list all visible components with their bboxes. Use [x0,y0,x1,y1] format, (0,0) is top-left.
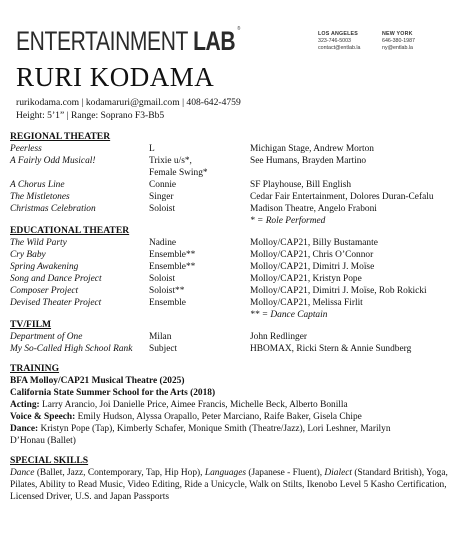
credit-role: Ensemble** [149,250,196,260]
logo-text-bold: LAB [193,26,236,56]
skills-languages: (Japanese - Fluent), [246,468,325,478]
registered-mark: ® [237,26,240,32]
credit-company: Molloy/CAP21, Kristyn Pope [250,274,362,284]
credit-title: Devised Theater Project [10,298,102,308]
credit-company: Michigan Stage, Andrew Morton [250,144,374,154]
training-summer-school [10,387,215,399]
credit-role: Subject [149,344,178,354]
credit-company: Cedar Fair Entertainment, Dolores Duran-Cefalu [250,192,434,202]
logo [16,26,240,57]
credit-company: Molloy/CAP21, Dimitri J. Moïse, Rob Rokicki [250,286,427,296]
credit-title: Composer Project [10,286,79,296]
credit-row [10,285,470,297]
credit-role: Singer [149,192,174,202]
office-phone: 323-746-5003 [318,38,351,44]
credit-company: Molloy/CAP21, Chris O’Connor [250,250,374,260]
credit-role: Trixie u/s*, [149,156,192,166]
training-acting [10,399,466,411]
training-voice-teachers: Emily Hudson, Alyssa Orapallo, Peter Marciano, Raife Baker, Gisela Chipe [75,412,362,422]
credit-row [10,331,470,343]
credit-role: Milan [149,332,172,342]
credit-company: Madison Theatre, Angelo Fraboni [250,204,377,214]
credit-title: Department of One [10,332,83,342]
skills-dance-label: Dance [10,468,35,478]
credit-title: My So-Called High School Rank [10,344,133,354]
credit-row [10,143,470,155]
credit-row [10,167,470,179]
stats-line: Height: 5’1” | Range: Soprano F3-Bb5 [16,110,165,121]
credit-role: Connie [149,180,177,190]
credit-role: Nadine [149,238,177,248]
credit-title: Cry Baby [10,250,46,260]
performer-name: RURI KODAMA [16,62,215,92]
section-title-tvfilm: TV/FILM [10,319,52,330]
credit-title: A Fairly Odd Musical! [10,156,96,166]
credit-row [10,203,470,215]
contact-line: rurikodama.com | kodamaruri@gmail.com | 408-642-4759 [16,97,241,108]
credit-role: Soloist** [149,286,185,296]
credit-row [10,155,470,167]
logo-text: ENTERTAINMENT [16,26,194,56]
skills-rest: (Standard British), Yoga, Pilates, Ability to Read Music, Video Editing, Ride a Unicycle, Walk on Stilts, Ikenobo Level 5 Kasho Certification, Licensed Driver, U.S. and Japan Passports [10,468,448,502]
training-acting-label: Acting: [10,400,40,410]
section-title-skills: SPECIAL SKILLS [10,455,89,466]
credit-company: Molloy/CAP21, Melissa Firlit [250,298,363,308]
credit-role: Ensemble [149,298,186,308]
training-dance-teachers: Kristyn Pope (Tap), Kimberly Schafer, Monique Smith (Theatre/Jazz), Lori Leshner, Marilyn D’Honau (Ballet) [10,424,391,446]
training-voice-label: Voice & Speech: [10,412,76,422]
skills-dance: (Ballet, Jazz, Contemporary, Tap, Hip Hop), [34,468,205,478]
training-degree [10,375,184,387]
office-email: ny@entlab.la [382,45,413,51]
training-summer-school-text: California State Summer School for the Arts (2018) [10,388,216,398]
credit-company: SF Playhouse, Bill English [250,180,352,190]
office-city: LOS ANGELES [318,31,358,37]
credit-row [10,297,470,309]
credit-role: Soloist [149,274,176,284]
credit-row [10,261,470,273]
credit-role: L [149,144,155,154]
credit-company: HBOMAX, Ricki Stern & Annie Sundberg [250,344,412,354]
office-city: NEW YORK [382,31,413,37]
credit-title: Song and Dance Project [10,274,102,284]
credit-company: John Redlinger [250,332,308,342]
footnote-role-performed: * = Role Performed [250,216,326,226]
skills-paragraph [10,467,462,503]
training-dance [10,423,410,447]
credit-company: Molloy/CAP21, Billy Bustamante [250,238,378,248]
credit-row [10,249,470,261]
contact-block [16,96,241,122]
footnote-dance-captain: ** = Dance Captain [250,310,328,320]
section-title-educational: EDUCATIONAL THEATER [10,225,130,236]
training-voice [10,411,466,423]
credit-company: Molloy/CAP21, Dimitri J. Moïse [250,262,375,272]
credit-title: Christmas Celebration [10,204,96,214]
office-phone: 646-380-1987 [382,38,415,44]
credit-row [10,191,470,203]
skills-dialect-label: Dialect [324,468,353,478]
credit-title: The Wild Party [10,238,67,248]
office-new-york [382,31,415,52]
credit-role: Ensemble** [149,262,196,272]
credit-title: The Mistletones [10,192,70,202]
office-email: contact@entlab.la [318,45,361,51]
footnote-row [10,309,470,321]
credit-role: Female Swing* [149,168,208,178]
skills-languages-label: Languages [204,468,247,478]
credit-title: A Chorus Line [10,180,65,190]
credit-row [10,179,470,191]
credit-row [10,343,470,355]
section-title-training: TRAINING [10,363,60,374]
credit-company: See Humans, Brayden Martino [250,156,367,166]
credit-row [10,237,470,249]
credit-role: Soloist [149,204,176,214]
section-title-regional: REGIONAL THEATER [10,131,111,142]
credit-title: Spring Awakening [10,262,79,272]
office-los-angeles [318,31,360,52]
training-acting-teachers: Larry Arancio, Joi Danielle Price, Aimee Francis, Michelle Beck, Alberto Bonilla [39,400,348,410]
training-degree-text: BFA Molloy/CAP21 Musical Theatre (2025) [10,376,185,386]
credit-row [10,273,470,285]
credit-title: Peerless [10,144,42,154]
training-dance-label: Dance: [10,424,39,434]
